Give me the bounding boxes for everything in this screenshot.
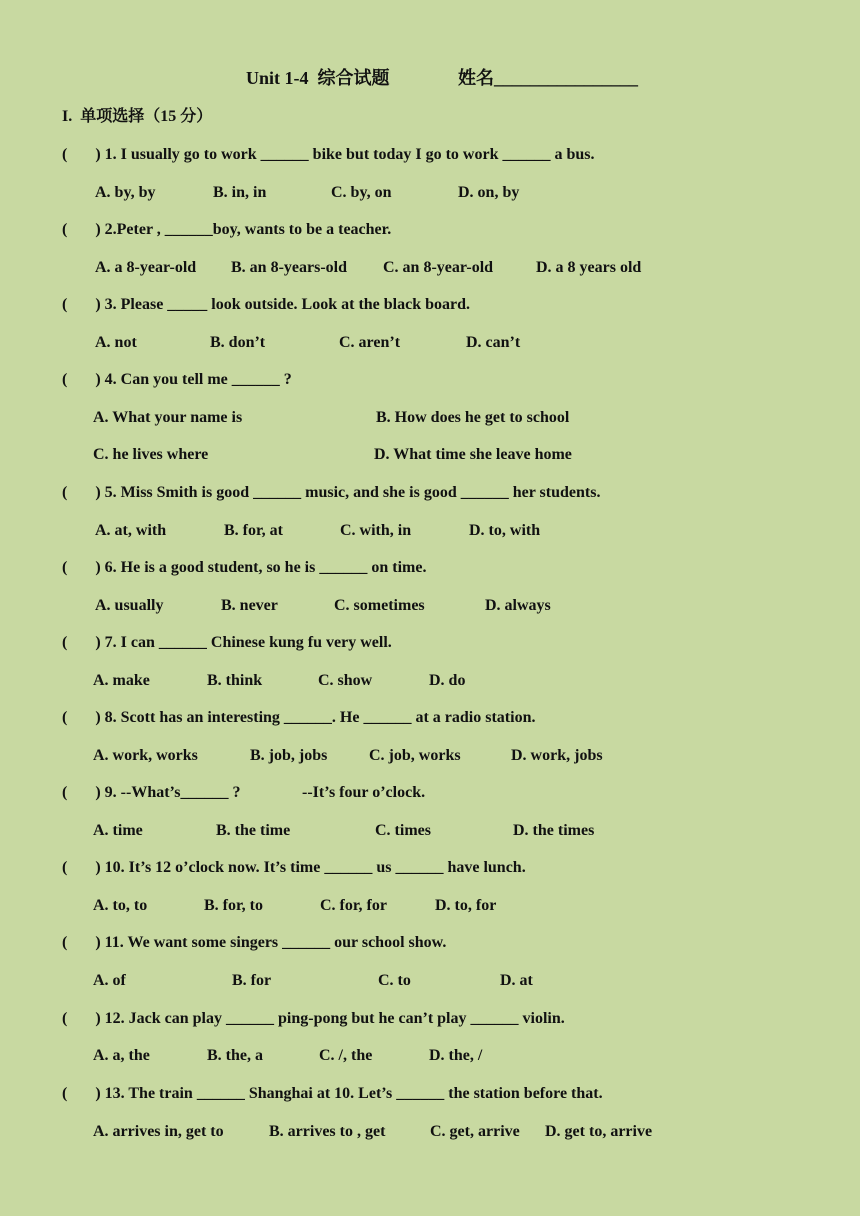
option-8a: A. work, works — [93, 747, 198, 764]
option-2a: A. a 8-year-old — [95, 259, 197, 276]
question-9-reply: --It’s four o’clock. — [302, 784, 426, 801]
page-title: Unit 1-4 综合试题 — [246, 68, 390, 88]
option-3a: A. not — [95, 334, 137, 351]
option-6b: B. never — [221, 597, 278, 614]
option-10a: A. to, to — [93, 897, 148, 914]
option-11b: B. for — [232, 972, 272, 989]
question-12: ( ) 12. Jack can play ______ ping-pong but he can’t play ______ violin. — [62, 1010, 565, 1027]
option-6d: D. always — [485, 597, 551, 614]
option-1c: C. by, on — [331, 184, 392, 201]
option-9b: B. the time — [216, 822, 291, 839]
option-7a: A. make — [93, 672, 150, 689]
option-4b: B. How does he get to school — [376, 409, 570, 426]
option-13b: B. arrives to , get — [269, 1123, 386, 1140]
option-10d: D. to, for — [435, 897, 497, 914]
option-12d: D. the, / — [429, 1047, 483, 1064]
option-2d: D. a 8 years old — [536, 259, 642, 276]
option-9c: C. times — [375, 822, 431, 839]
option-8b: B. job, jobs — [250, 747, 328, 764]
option-12a: A. a, the — [93, 1047, 150, 1064]
option-5b: B. for, at — [224, 522, 283, 539]
option-5d: D. to, with — [469, 522, 541, 539]
option-6a: A. usually — [95, 597, 164, 614]
question-8: ( ) 8. Scott has an interesting ______. He ______ at a radio station. — [62, 709, 536, 726]
option-13c: C. get, arrive — [430, 1123, 520, 1140]
option-7c: C. show — [318, 672, 373, 689]
option-1a: A. by, by — [95, 184, 156, 201]
option-12c: C. /, the — [319, 1047, 373, 1064]
option-11c: C. to — [378, 972, 411, 989]
question-3: ( ) 3. Please _____ look outside. Look at the black board. — [62, 296, 471, 313]
option-8d: D. work, jobs — [511, 747, 603, 764]
question-10: ( ) 10. It’s 12 o’clock now. It’s time ______ us ______ have lunch. — [62, 859, 526, 876]
option-1b: B. in, in — [213, 184, 267, 201]
name-field-label: 姓名________________ — [458, 68, 638, 88]
question-7: ( ) 7. I can ______ Chinese kung fu very well. — [62, 634, 392, 651]
option-7d: D. do — [429, 672, 466, 689]
option-12b: B. the, a — [207, 1047, 263, 1064]
question-4: ( ) 4. Can you tell me ______ ? — [62, 371, 292, 388]
option-2c: C. an 8-year-old — [383, 259, 494, 276]
question-11: ( ) 11. We want some singers ______ our school show. — [62, 934, 447, 951]
option-11d: D. at — [500, 972, 533, 989]
option-11a: A. of — [93, 972, 126, 989]
option-4a: A. What your name is — [93, 409, 243, 426]
option-8c: C. job, works — [369, 747, 461, 764]
option-3c: C. aren’t — [339, 334, 401, 351]
option-1d: D. on, by — [458, 184, 520, 201]
section-heading: I. 单项选择（15 分） — [62, 108, 213, 125]
option-10c: C. for, for — [320, 897, 387, 914]
question-6: ( ) 6. He is a good student, so he is ______ on time. — [62, 559, 427, 576]
option-6c: C. sometimes — [334, 597, 425, 614]
question-1: ( ) 1. I usually go to work ______ bike but today I go to work ______ a bus. — [62, 146, 595, 163]
option-4c: C. he lives where — [93, 446, 209, 463]
question-2: ( ) 2.Peter , ______boy, wants to be a teacher. — [62, 221, 392, 238]
option-2b: B. an 8-years-old — [231, 259, 347, 276]
option-9a: A. time — [93, 822, 143, 839]
option-13d: D. get to, arrive — [545, 1123, 653, 1140]
question-13: ( ) 13. The train ______ Shanghai at 10. Let’s ______ the station before that. — [62, 1085, 603, 1102]
question-9: ( ) 9. --What’s______ ? — [62, 784, 241, 801]
option-5a: A. at, with — [95, 522, 167, 539]
option-10b: B. for, to — [204, 897, 263, 914]
option-5c: C. with, in — [340, 522, 412, 539]
option-9d: D. the times — [513, 822, 595, 839]
option-3d: D. can’t — [466, 334, 521, 351]
option-3b: B. don’t — [210, 334, 266, 351]
option-7b: B. think — [207, 672, 263, 689]
option-13a: A. arrives in, get to — [93, 1123, 224, 1140]
question-5: ( ) 5. Miss Smith is good ______ music, and she is good ______ her students. — [62, 484, 601, 501]
option-4d: D. What time she leave home — [374, 446, 572, 463]
